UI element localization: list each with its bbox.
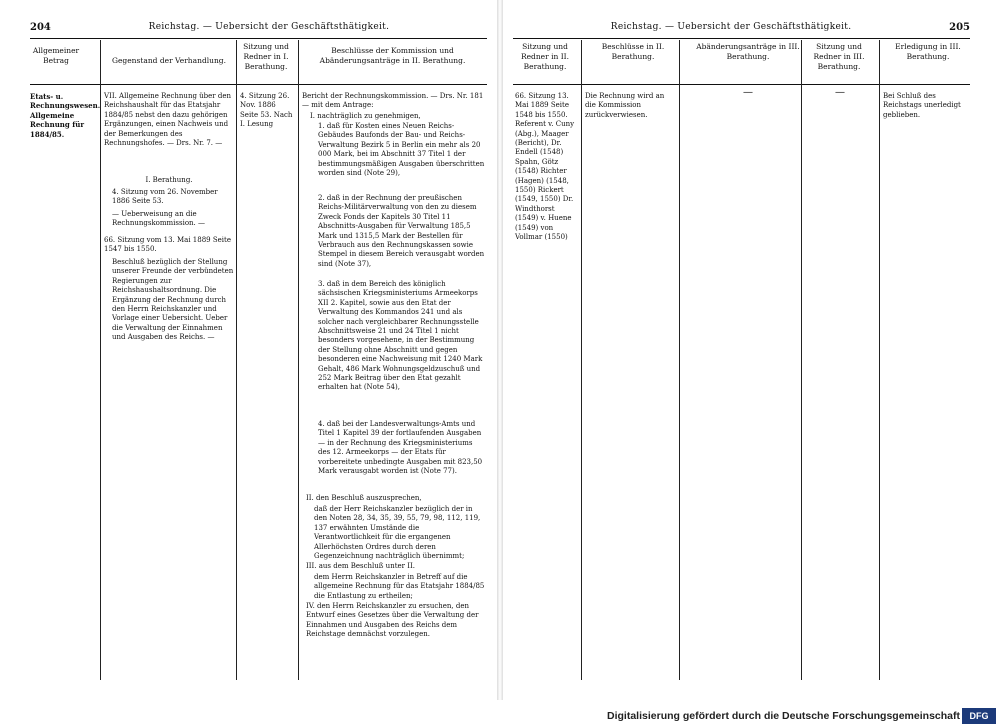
col-divider-1 [581,40,582,680]
col4-section-IV: IV. den Herrn Reichskanzler zu ersuchen, den Entwurf eines Gesetzes über die Verwaltung der Einnahmen und Ausgaben des Reichs dem Reichstage demnächst vorzulegen. [306,602,479,639]
left-page-header [30,18,487,36]
col1-entry: Etats- u. Rechnungswesen. Allgemeine Rechnung für 1884/85. [30,92,101,139]
col4-item-2: 2. daß in der Rechnung der preußischen Reichs-Militärverwaltung von den zu diesem Zweck Fonds der Kapitels 30 Titel 11 Abschnitts-Ausgaben für Verwaltung 185,5 Mark und 1315,5 Mark der Bestellen für Verbrauch aus den Rechnungskassen sowie Stempel in diesem Bereich verausgabt worden sind (Note 37), [318,194,485,268]
right-col1-text: 66. Sitzung 13. Mai 1889 Seite 1548 bis 1550. Referent v. Cuny (Abg.), Maager (Bericht), Dr. Endell (1548) Spahn, Götz (1548) Richter (Hagen) (1548, 1550) Rickert (1549, 1550) Dr. Windthorst (1549) v. Huene (1549) von Vollmar (1550) [515,92,575,242]
dfg-logo: DFG [962,708,996,724]
left-page-number: 204 [30,21,51,33]
col4-section-III-text: dem Herrn Reichskanzler in Betreff auf die allgemeine Rechnung für das Etatsjahr 1884/85 die Entlastung zu ertheilen; [314,573,485,600]
left-running-head: Reichstag. — Uebersicht der Geschäftsthätigkeit. [148,22,390,32]
right-col5-text: Bei Schluß des Reichstags unerledigt geblieben. [883,92,961,119]
col-head-2: Beschlüsse in II. Berathung. [601,42,665,61]
col-head-4: Sitzung und Redner in III. Berathung. [813,42,865,71]
col-divider-1 [100,40,101,680]
col4-item-3: 3. daß in dem Bereich des königlich sächsischen Kriegsministeriums Armeekorps XII 2. Kapitel, sowie aus den Etat der Verwaltung des Kommandos 241 und als solcher nach vergleichbarer Rechnungsstelle Abschnittsweise 21 und 24 Titel 1 nicht besonders vorgesehene, in der Bestimmung der Stellung ohne Abschnitt und gegen besonderen eine Nachweisung mit 1240 Mark Gehalt, 486 Mark Wohnungsgeldzuschuß und 252 Mark Beitrag über den Etat gezahlt erhalten hat (Note 54), [318,280,483,392]
colhead-rule [30,84,487,85]
col-head-1: Sitzung und Redner in II. Berathung. [520,42,570,71]
right-page-header [513,18,970,36]
col4-item-4: 4. daß bei der Landesverwaltungs-Amts und Titel 1 Kapitel 39 der fortlaufenden Ausgaben — in der Rechnung des Kriegsministeriums des 12. Armeekorps — der Etats für vorbereitete unbedingte Ausgaben mit 823,50 Mark verausgabt worden ist (Note 77). [318,420,483,476]
col4-section-III: III. aus dem Beschluß unter II. [306,562,415,570]
col4-intro: Bericht der Rechnungskommission. — Drs. Nr. 181 — mit dem Antrage: [302,92,484,110]
right-col3-dash: — [743,87,753,98]
col2-resolution: Beschluß bezüglich der Stellung unserer Freunde der verbündeten Regierungen zur Reichshaushaltsordnung. Die Ergänzung der Rechnung durch den Herrn Reichskanzler und Vorlage einer Uebersicht. Ueber die Verwaltung der Einnahmen und Ausgaben des Reichs. — [112,258,234,342]
col2-referral: — Ueberweisung an die Rechnungskommission. — [112,210,206,228]
col-head-4: Beschlüsse der Kommission und Abänderungsanträge in II. Berathung. [319,46,466,65]
header-rule [513,38,970,39]
right-page [503,0,1000,700]
col-head-5: Erledigung in III. Berathung. [895,42,961,61]
col-head-2: Gegenstand der Verhandlung. [112,56,226,65]
header-rule [30,38,487,39]
col4-section-I: I. nachträglich zu genehmigen, [310,112,421,120]
col-divider-3 [801,40,802,680]
right-running-head: Reichstag. — Uebersicht der Geschäftsthätigkeit. [610,22,852,32]
dfg-footer-text: Digitalisierung gefördert durch die Deutsche Forschungsgemeinschaft [607,710,960,722]
col-divider-2 [679,40,680,680]
col-divider-2 [236,40,237,680]
col-head-1: Allgemeiner Betrag [32,46,80,65]
col-head-3: Sitzung und Redner in I. Berathung. [243,42,289,71]
col4-section-II-text: daß der Herr Reichskanzler bezüglich der in den Noten 28, 34, 35, 39, 55, 79, 98, 112, 119, 137 erwähnten Umstände die Verantwortlichkeit für die ergangenen Allerhöchsten Ordres durch deren Gegenzeichnung nachträglich übernimmt; [314,505,481,561]
right-col4-dash: — [835,87,845,98]
col-divider-4 [879,40,880,680]
col4-section-II: II. den Beschluß auszusprechen, [306,494,422,502]
col2-session-2: 66. Sitzung vom 13. Mai 1889 Seite 1547 bis 1550. [104,236,231,254]
right-page-number: 205 [949,21,970,33]
col4-item-1: 1. daß für Kosten eines Neuen Reichs-Gebäudes Baufonds der Bau- und Reichs-Verwaltung Bezirk 5 in Berlin ein mehr als 20 000 Mark, bei im Abschnitt 37 Titel 1 der bestimmungsmäßigen Ausgaben überschritten worden sind (Note 29), [318,122,485,178]
right-col2-text: Die Rechnung wird an die Kommission zurückverwiesen. [585,92,665,119]
left-page [0,0,497,700]
col2-session: 4. Sitzung vom 26. November 1886 Seite 53. [112,188,218,206]
col2-title: VII. Allgemeine Rechnung über den Reichshaushalt für das Etatsjahr 1884/85 nebst den dazu gehörigen Ergänzungen, einen Nachweis und der Bemerkungen des Rechnungshofes. — Drs. Nr. 7. — [104,92,231,148]
col2-first-reading: I. Berathung. [145,176,193,184]
col-divider-3 [298,40,299,680]
col3-text: 4. Sitzung 26. Nov. 1886 Seite 53. Nach I. Lesung [240,92,293,129]
col-head-3: Abänderungsanträge in III. Berathung. [696,42,800,61]
